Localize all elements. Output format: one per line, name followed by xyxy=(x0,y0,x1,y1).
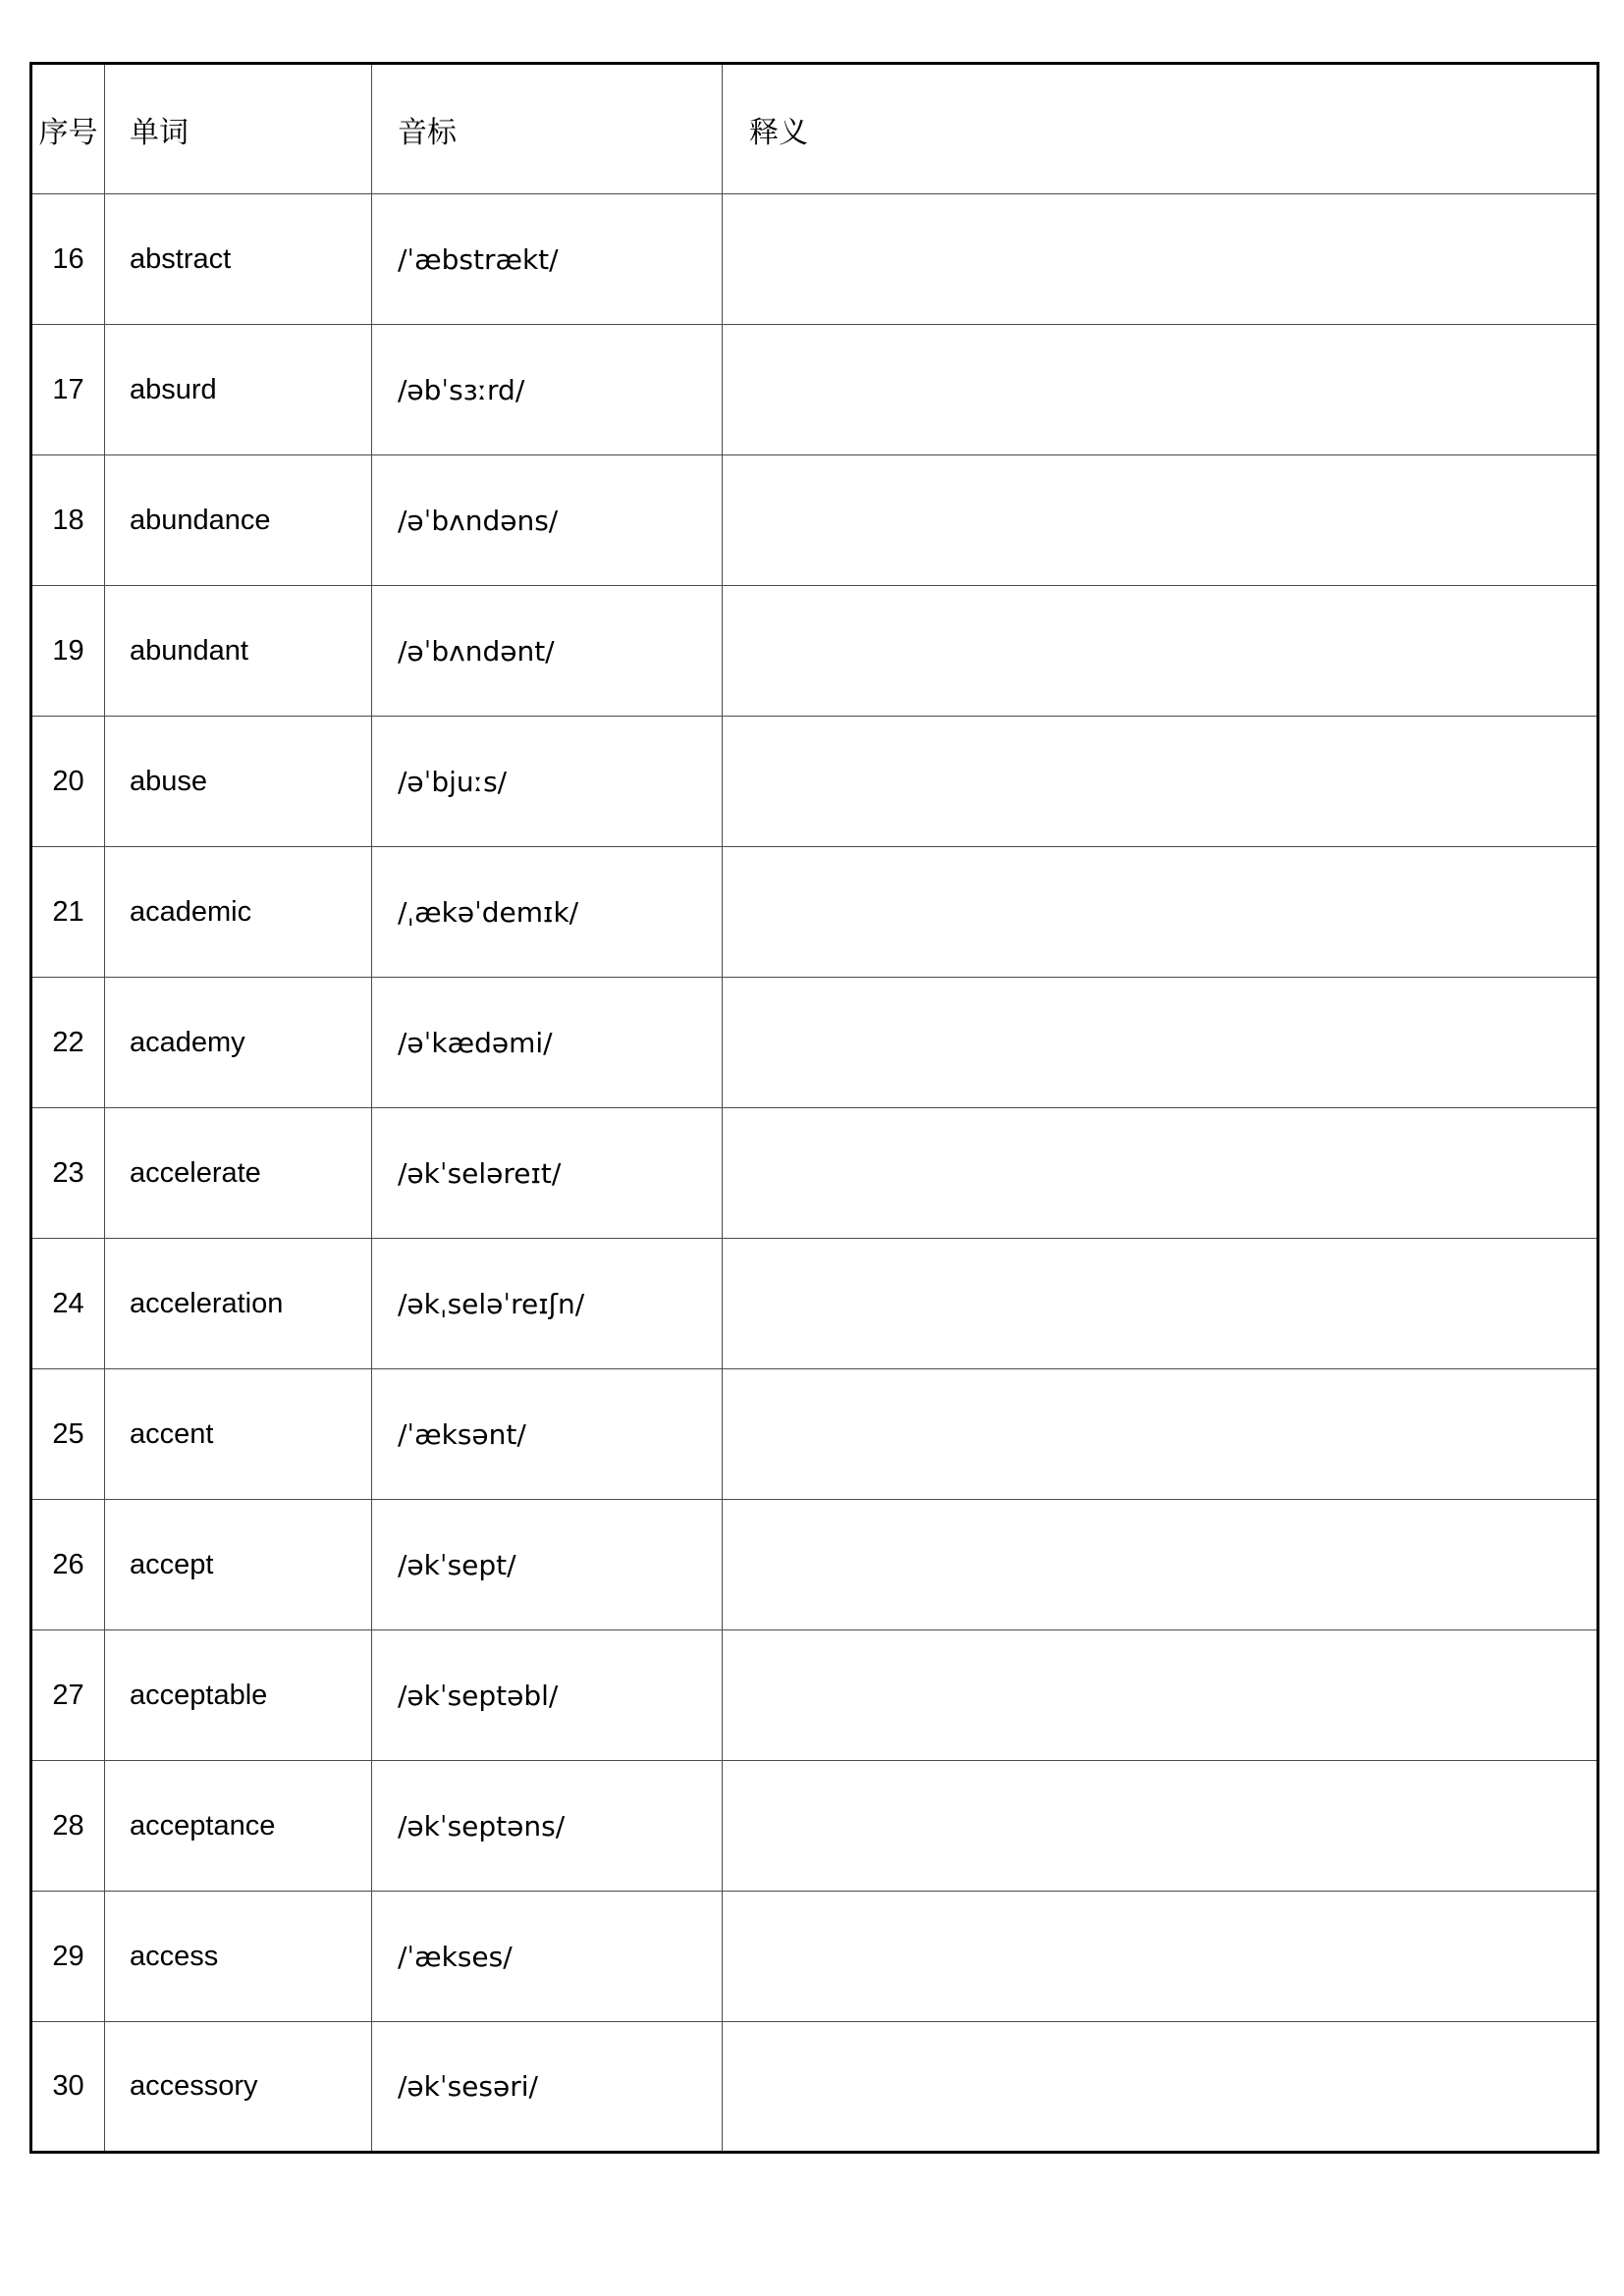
table-row xyxy=(31,847,1598,978)
row-word: abundance xyxy=(105,455,372,586)
header-definition: 释义 xyxy=(723,64,1598,194)
table-row xyxy=(31,325,1598,455)
row-phonetic: /əkˈseptəbl/ xyxy=(372,1630,723,1761)
row-phonetic: /ˈæksənt/ xyxy=(372,1369,723,1500)
row-number: 28 xyxy=(31,1761,105,1892)
row-phonetic: /əkˈsesəri/ xyxy=(372,2022,723,2153)
row-number: 30 xyxy=(31,2022,105,2153)
header-word: 单词 xyxy=(105,64,372,194)
row-definition xyxy=(723,1500,1598,1630)
table-row xyxy=(31,1892,1598,2022)
row-definition xyxy=(723,1108,1598,1239)
table-row xyxy=(31,717,1598,847)
row-definition xyxy=(723,1630,1598,1761)
vocabulary-table xyxy=(29,62,1599,2154)
row-word: accessory xyxy=(105,2022,372,2153)
row-definition xyxy=(723,2022,1598,2153)
row-word: acceleration xyxy=(105,1239,372,1369)
row-word: academic xyxy=(105,847,372,978)
row-phonetic: /əˈbʌndənt/ xyxy=(372,586,723,717)
row-phonetic: /ˈæbstrækt/ xyxy=(372,194,723,325)
row-number: 24 xyxy=(31,1239,105,1369)
row-number: 22 xyxy=(31,978,105,1108)
row-phonetic: /ˈækses/ xyxy=(372,1892,723,2022)
table-row xyxy=(31,586,1598,717)
row-word: absurd xyxy=(105,325,372,455)
row-phonetic: /əkˈseptəns/ xyxy=(372,1761,723,1892)
row-number: 25 xyxy=(31,1369,105,1500)
row-word: academy xyxy=(105,978,372,1108)
row-phonetic: /əˈbʌndəns/ xyxy=(372,455,723,586)
row-definition xyxy=(723,1892,1598,2022)
row-number: 18 xyxy=(31,455,105,586)
row-number: 19 xyxy=(31,586,105,717)
row-word: access xyxy=(105,1892,372,2022)
table-row xyxy=(31,1239,1598,1369)
row-word: accelerate xyxy=(105,1108,372,1239)
row-number: 21 xyxy=(31,847,105,978)
row-word: abstract xyxy=(105,194,372,325)
row-word: accent xyxy=(105,1369,372,1500)
row-phonetic: /əkˈseləreɪt/ xyxy=(372,1108,723,1239)
row-definition xyxy=(723,1369,1598,1500)
row-word: acceptable xyxy=(105,1630,372,1761)
row-number: 27 xyxy=(31,1630,105,1761)
table-row xyxy=(31,1630,1598,1761)
row-number: 20 xyxy=(31,717,105,847)
table-row xyxy=(31,1369,1598,1500)
row-phonetic: /əkˌseləˈreɪʃn/ xyxy=(372,1239,723,1369)
row-number: 26 xyxy=(31,1500,105,1630)
row-phonetic: /əˈbjuːs/ xyxy=(372,717,723,847)
table-row xyxy=(31,1108,1598,1239)
row-number: 29 xyxy=(31,1892,105,2022)
table-row xyxy=(31,1500,1598,1630)
row-phonetic: /ˌækəˈdemɪk/ xyxy=(372,847,723,978)
table-body xyxy=(31,194,1598,2153)
row-definition xyxy=(723,1761,1598,1892)
table-row xyxy=(31,1761,1598,1892)
row-word: accept xyxy=(105,1500,372,1630)
table-row xyxy=(31,2022,1598,2153)
header-phonetic: 音标 xyxy=(372,64,723,194)
row-definition xyxy=(723,586,1598,717)
row-number: 16 xyxy=(31,194,105,325)
header-row xyxy=(31,64,1598,194)
row-definition xyxy=(723,978,1598,1108)
row-word: acceptance xyxy=(105,1761,372,1892)
row-phonetic: /əkˈsept/ xyxy=(372,1500,723,1630)
table-row xyxy=(31,455,1598,586)
table-row xyxy=(31,978,1598,1108)
row-definition xyxy=(723,455,1598,586)
row-word: abuse xyxy=(105,717,372,847)
row-definition xyxy=(723,717,1598,847)
row-definition xyxy=(723,194,1598,325)
row-number: 23 xyxy=(31,1108,105,1239)
table-row xyxy=(31,194,1598,325)
row-phonetic: /əˈkædəmi/ xyxy=(372,978,723,1108)
row-definition xyxy=(723,325,1598,455)
row-phonetic: /əbˈsɜːrd/ xyxy=(372,325,723,455)
table-header xyxy=(31,64,1598,194)
row-word: abundant xyxy=(105,586,372,717)
row-number: 17 xyxy=(31,325,105,455)
row-definition xyxy=(723,847,1598,978)
row-definition xyxy=(723,1239,1598,1369)
header-number: 序号 xyxy=(31,64,105,194)
